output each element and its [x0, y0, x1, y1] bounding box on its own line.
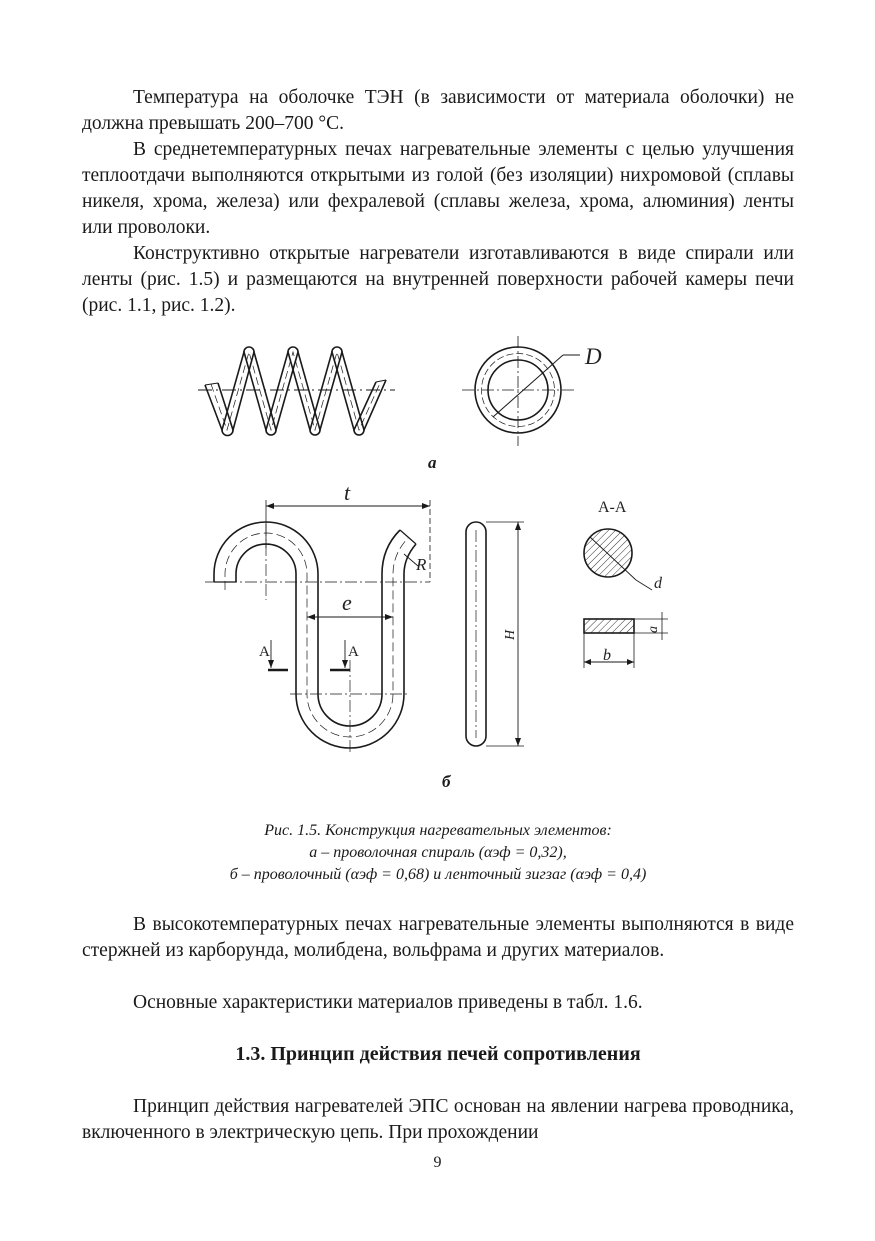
section-mark-left: А — [259, 644, 270, 660]
paragraph-materials-reference: Основные характеристики материалов приведены в табл. 1.6. — [133, 992, 643, 1013]
dimension-d-label: d — [654, 575, 662, 592]
section-heading: 1.3. Принцип действия печей сопротивления — [235, 1043, 641, 1065]
dimension-a-label: a — [646, 626, 661, 633]
spiral-cross-section — [462, 336, 580, 446]
caption-line-2: а – проволочная спираль (αэф = 0,32), — [309, 844, 567, 861]
wire-section-round — [584, 529, 652, 590]
section-title-label: А-А — [598, 499, 627, 516]
paragraph-open-heaters: Конструктивно открытые нагреватели изготавливаются в виде спирали или ленты (рис. 1.5) и размещаются на внутренней поверхности рабочей камеры печи (рис. 1.1, рис. 1.2). — [82, 243, 794, 316]
paragraph-operating-principle: Принцип действия нагревателей ЭПС основан на явлении нагрева проводника, включенного в электрическую цепь. При прохождении — [82, 1096, 794, 1143]
wire-zigzag-drawing — [205, 500, 430, 752]
dimension-D-label: D — [585, 344, 602, 369]
caption-line-3: б – проволочный (αэф = 0,68) и ленточный зигзаг (αэф = 0,4) — [229, 866, 647, 883]
dimension-R-label: R — [416, 555, 427, 574]
figure-label-b: б — [442, 772, 451, 791]
caption-line-1: Рис. 1.5. Конструкция нагревательных элементов: — [264, 822, 612, 839]
dimension-b-label: b — [603, 647, 611, 664]
figure-label-a: а — [428, 453, 437, 472]
dimension-H-label: H — [503, 629, 518, 640]
wire-spiral-drawing — [198, 347, 395, 436]
page-number: 9 — [433, 1154, 442, 1171]
paragraph-high-temp-furnaces: В высокотемпературных печах нагревательные элементы выполняются в виде стержней из карборунда, молибдена, вольфрама и других материалов. — [82, 914, 794, 961]
figure-caption — [82, 820, 794, 886]
paragraph-medium-temp-furnaces: В среднетемпературных печах нагревательные элементы с целью улучшения теплоотдачи выполняются открытыми из голой (без изоляции) нихромовой (сплавы никеля, хрома, железа) или фехралевой (сплавы железа, хрома, алюминия) ленты или проволоки. — [82, 139, 794, 238]
dimension-e-label: e — [342, 590, 352, 615]
dimension-t-label: t — [344, 480, 351, 505]
section-mark-right: А — [348, 644, 359, 660]
ribbon-section-rect — [584, 612, 668, 668]
paragraph-shell-temperature: Температура на оболочке ТЭН (в зависимости от материала оболочки) не должна превышать 200–700 °С. — [82, 87, 794, 134]
